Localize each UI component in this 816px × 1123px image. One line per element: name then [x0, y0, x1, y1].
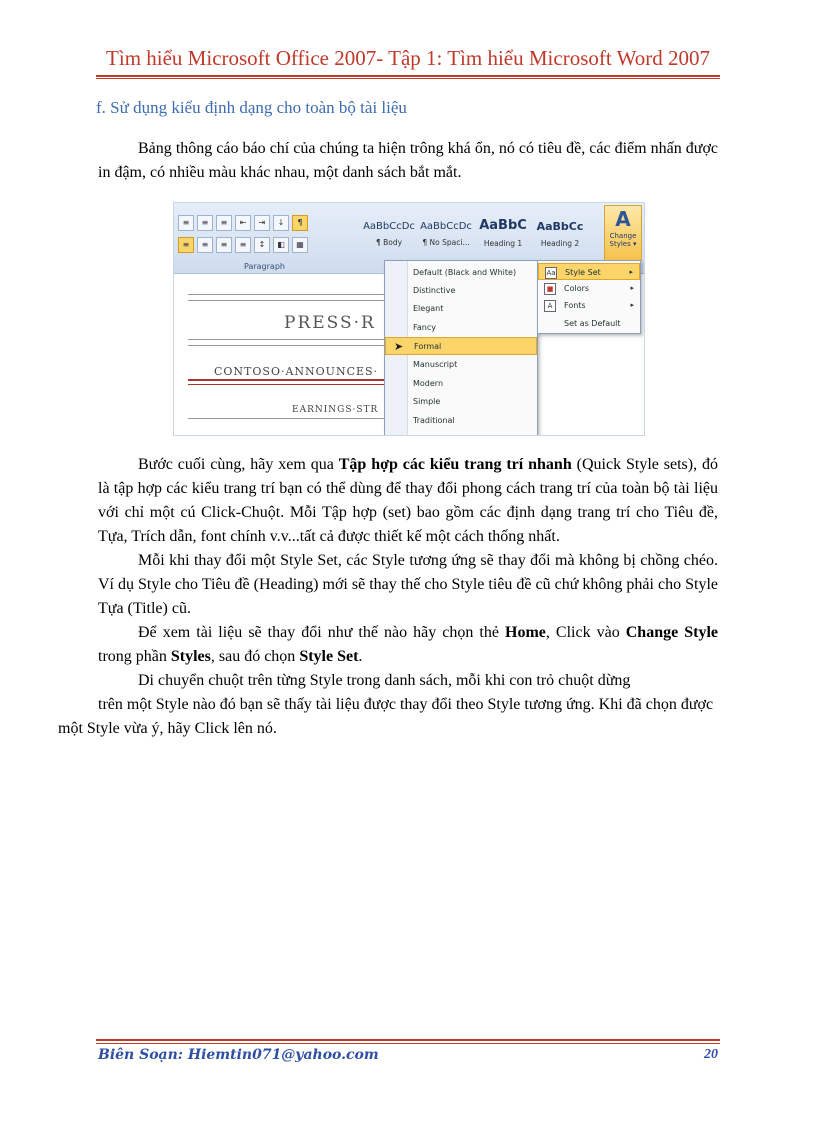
justify-icon: ≡: [235, 237, 251, 253]
change-styles-label-2: Styles ▾: [609, 240, 637, 248]
style-tile-body: [362, 207, 416, 257]
menu-item: Distinctive: [413, 286, 456, 295]
align-right-icon: ≡: [216, 237, 232, 253]
numbering-icon: ≡: [197, 215, 213, 231]
bold-text: Change Style: [625, 624, 719, 641]
doc-rule: [188, 339, 384, 340]
intro-paragraph: [98, 137, 718, 185]
header-rule: [96, 75, 720, 77]
colors-icon: ■: [544, 283, 556, 295]
text: , sau đó chọn: [210, 648, 300, 665]
menu-item-highlighted: Formal: [385, 337, 537, 355]
multilevel-icon: ≡: [216, 215, 232, 231]
fonts-icon: A: [544, 300, 556, 312]
style-tile-no-spacing: [419, 207, 473, 257]
line-spacing-icon: ↕: [254, 237, 270, 253]
intro-text: Bảng thông cáo báo chí của chúng ta hiện trông khá ổn, nó có tiêu đề, các điểm nhấn được in đậm, có nhiều màu khác nhau, một danh sách bắt mắt.: [98, 140, 718, 181]
text: .: [358, 648, 363, 665]
menu-item: Fancy: [413, 323, 436, 332]
menu-label: Set as Default: [564, 319, 621, 328]
menu-label: Colors: [564, 284, 590, 293]
align-center-icon: ≡: [197, 237, 213, 253]
text: , Click vào: [545, 624, 626, 641]
paragraph-group-label: Paragraph: [244, 262, 285, 271]
bold-text: Style Set: [299, 648, 359, 665]
menu-label: Fonts: [564, 301, 586, 310]
text: Di chuyển chuột trên từng Style trong danh sách, mỗi khi con trỏ chuột dừng: [138, 672, 631, 689]
style-name: Heading 1: [483, 239, 523, 248]
sort-icon: ↓: [273, 215, 289, 231]
paragraph-3: [98, 621, 718, 669]
bullets-icon: ≡: [178, 215, 194, 231]
doc-rule: [188, 294, 388, 295]
style-set-menu: [384, 260, 538, 436]
word-screenshot: [173, 202, 645, 436]
doc-red-rule: [188, 379, 384, 381]
doc-press-text: PRESS·R: [284, 313, 376, 333]
show-marks-icon: ¶: [292, 215, 308, 231]
change-styles-label: Change: [609, 232, 637, 240]
style-sample: AaBbCcDc: [420, 221, 472, 232]
style-name: ¶ No Spaci...: [422, 238, 470, 247]
footer-rule: [96, 1039, 720, 1041]
change-styles-menu: [537, 260, 641, 334]
paragraph-4: [58, 669, 718, 741]
menu-item: Modern: [413, 379, 444, 388]
menu-item-style-set: [538, 263, 640, 280]
body-paragraphs: [58, 453, 719, 741]
style-set-icon: Aa: [546, 269, 556, 277]
toolbar-row-1: [178, 215, 308, 231]
text: Bước cuối cùng, hãy xem qua: [138, 456, 339, 473]
menu-item-set-as-default: [538, 315, 640, 332]
menu-item: Default (Black and White): [413, 268, 517, 277]
bold-text: Styles: [170, 648, 211, 665]
style-tile-heading-1: [476, 207, 530, 257]
decrease-indent-icon: ⇤: [235, 215, 251, 231]
menu-item: Manuscript: [413, 360, 458, 369]
change-styles-icon: A: [615, 207, 631, 231]
style-sample: AaBbC: [479, 218, 527, 233]
style-sample: AaBbCcDc: [363, 221, 415, 232]
borders-icon: ▦: [292, 237, 308, 253]
footer-author: Biên Soạn: Hiemtin071@yahoo.com: [98, 1047, 379, 1063]
bold-text: Home: [505, 624, 546, 641]
bold-text: Tập hợp các kiểu trang trí nhanh: [338, 456, 572, 473]
increase-indent-icon: ⇥: [254, 215, 270, 231]
paragraph-2: Mỗi khi thay đổi một Style Set, các Style tương ứng sẽ thay đổi mà không bị chồng chéo. Ví dụ Style cho Tiêu đề (Heading) mới sẽ thay thế cho Style tiêu đề cũ chứ không phải cho Style Tựa (Title) cũ.: [98, 552, 718, 617]
page-number: 20: [704, 1047, 718, 1062]
change-styles-button: [604, 205, 642, 261]
submenu-arrow-icon: ▸: [629, 268, 633, 276]
text: trên một Style nào đó bạn sẽ thấy tài liệu được thay đổi theo Style tương ứng. Khi đã chọn được một Style vừa ý, hãy Click lên nó.: [58, 696, 714, 737]
style-name: Heading 2: [540, 239, 580, 248]
submenu-arrow-icon: ▸: [630, 301, 634, 309]
menu-item-fonts: [538, 297, 640, 314]
quick-styles-gallery: [362, 207, 590, 257]
menu-item: Traditional: [413, 416, 455, 425]
menu-item-colors: [538, 280, 640, 297]
text: Để xem tài liệu sẽ thay đổi như thế nào hãy chọn thẻ: [138, 624, 505, 641]
footer-rule-thin: [96, 1043, 720, 1044]
menu-item: Elegant: [413, 304, 444, 313]
align-left-icon: ≡: [178, 237, 194, 253]
doc-contoso-text: CONTOSO·ANNOUNCES·: [214, 365, 379, 378]
section-title: f. Sử dụng kiểu định dạng cho toàn bộ tài liệu: [96, 98, 407, 117]
text: (Quick Style sets), đó là tập hợp các kiểu trang trí bạn có thể dùng để thay đổi phong cách trang trí của toàn bộ tài liệu với chỉ một cú Click-Chuột. Mỗi Tập hợp (set) bao gồm các định dạng trang trí cho Tiêu đề, Tựa, Trích dẫn, font chính v.v...tất cả được thiết kế một cách thống nhất.: [98, 456, 718, 545]
paragraph-1: [98, 453, 718, 549]
doc-earnings-text: EARNINGS·STR: [292, 405, 379, 415]
style-name: ¶ Body: [375, 238, 403, 247]
text: trong phần: [98, 648, 171, 665]
doc-rule: [188, 418, 384, 419]
toolbar-row-2: [178, 237, 308, 253]
page-header-title: Tìm hiểu Microsoft Office 2007- Tập 1: Tìm hiểu Microsoft Word 2007: [106, 46, 710, 70]
doc-red-rule: [188, 384, 384, 385]
mouse-pointer-icon: ➤: [394, 340, 404, 353]
header-rule-thin: [96, 78, 720, 79]
style-tile-heading-2: [533, 207, 587, 257]
doc-rule: [188, 345, 384, 346]
submenu-arrow-icon: ▸: [630, 284, 634, 292]
menu-item: Simple: [413, 397, 441, 406]
menu-label: Style Set: [565, 268, 601, 277]
shading-icon: ◧: [273, 237, 289, 253]
doc-rule: [188, 300, 388, 301]
style-sample: AaBbCc: [536, 220, 584, 233]
